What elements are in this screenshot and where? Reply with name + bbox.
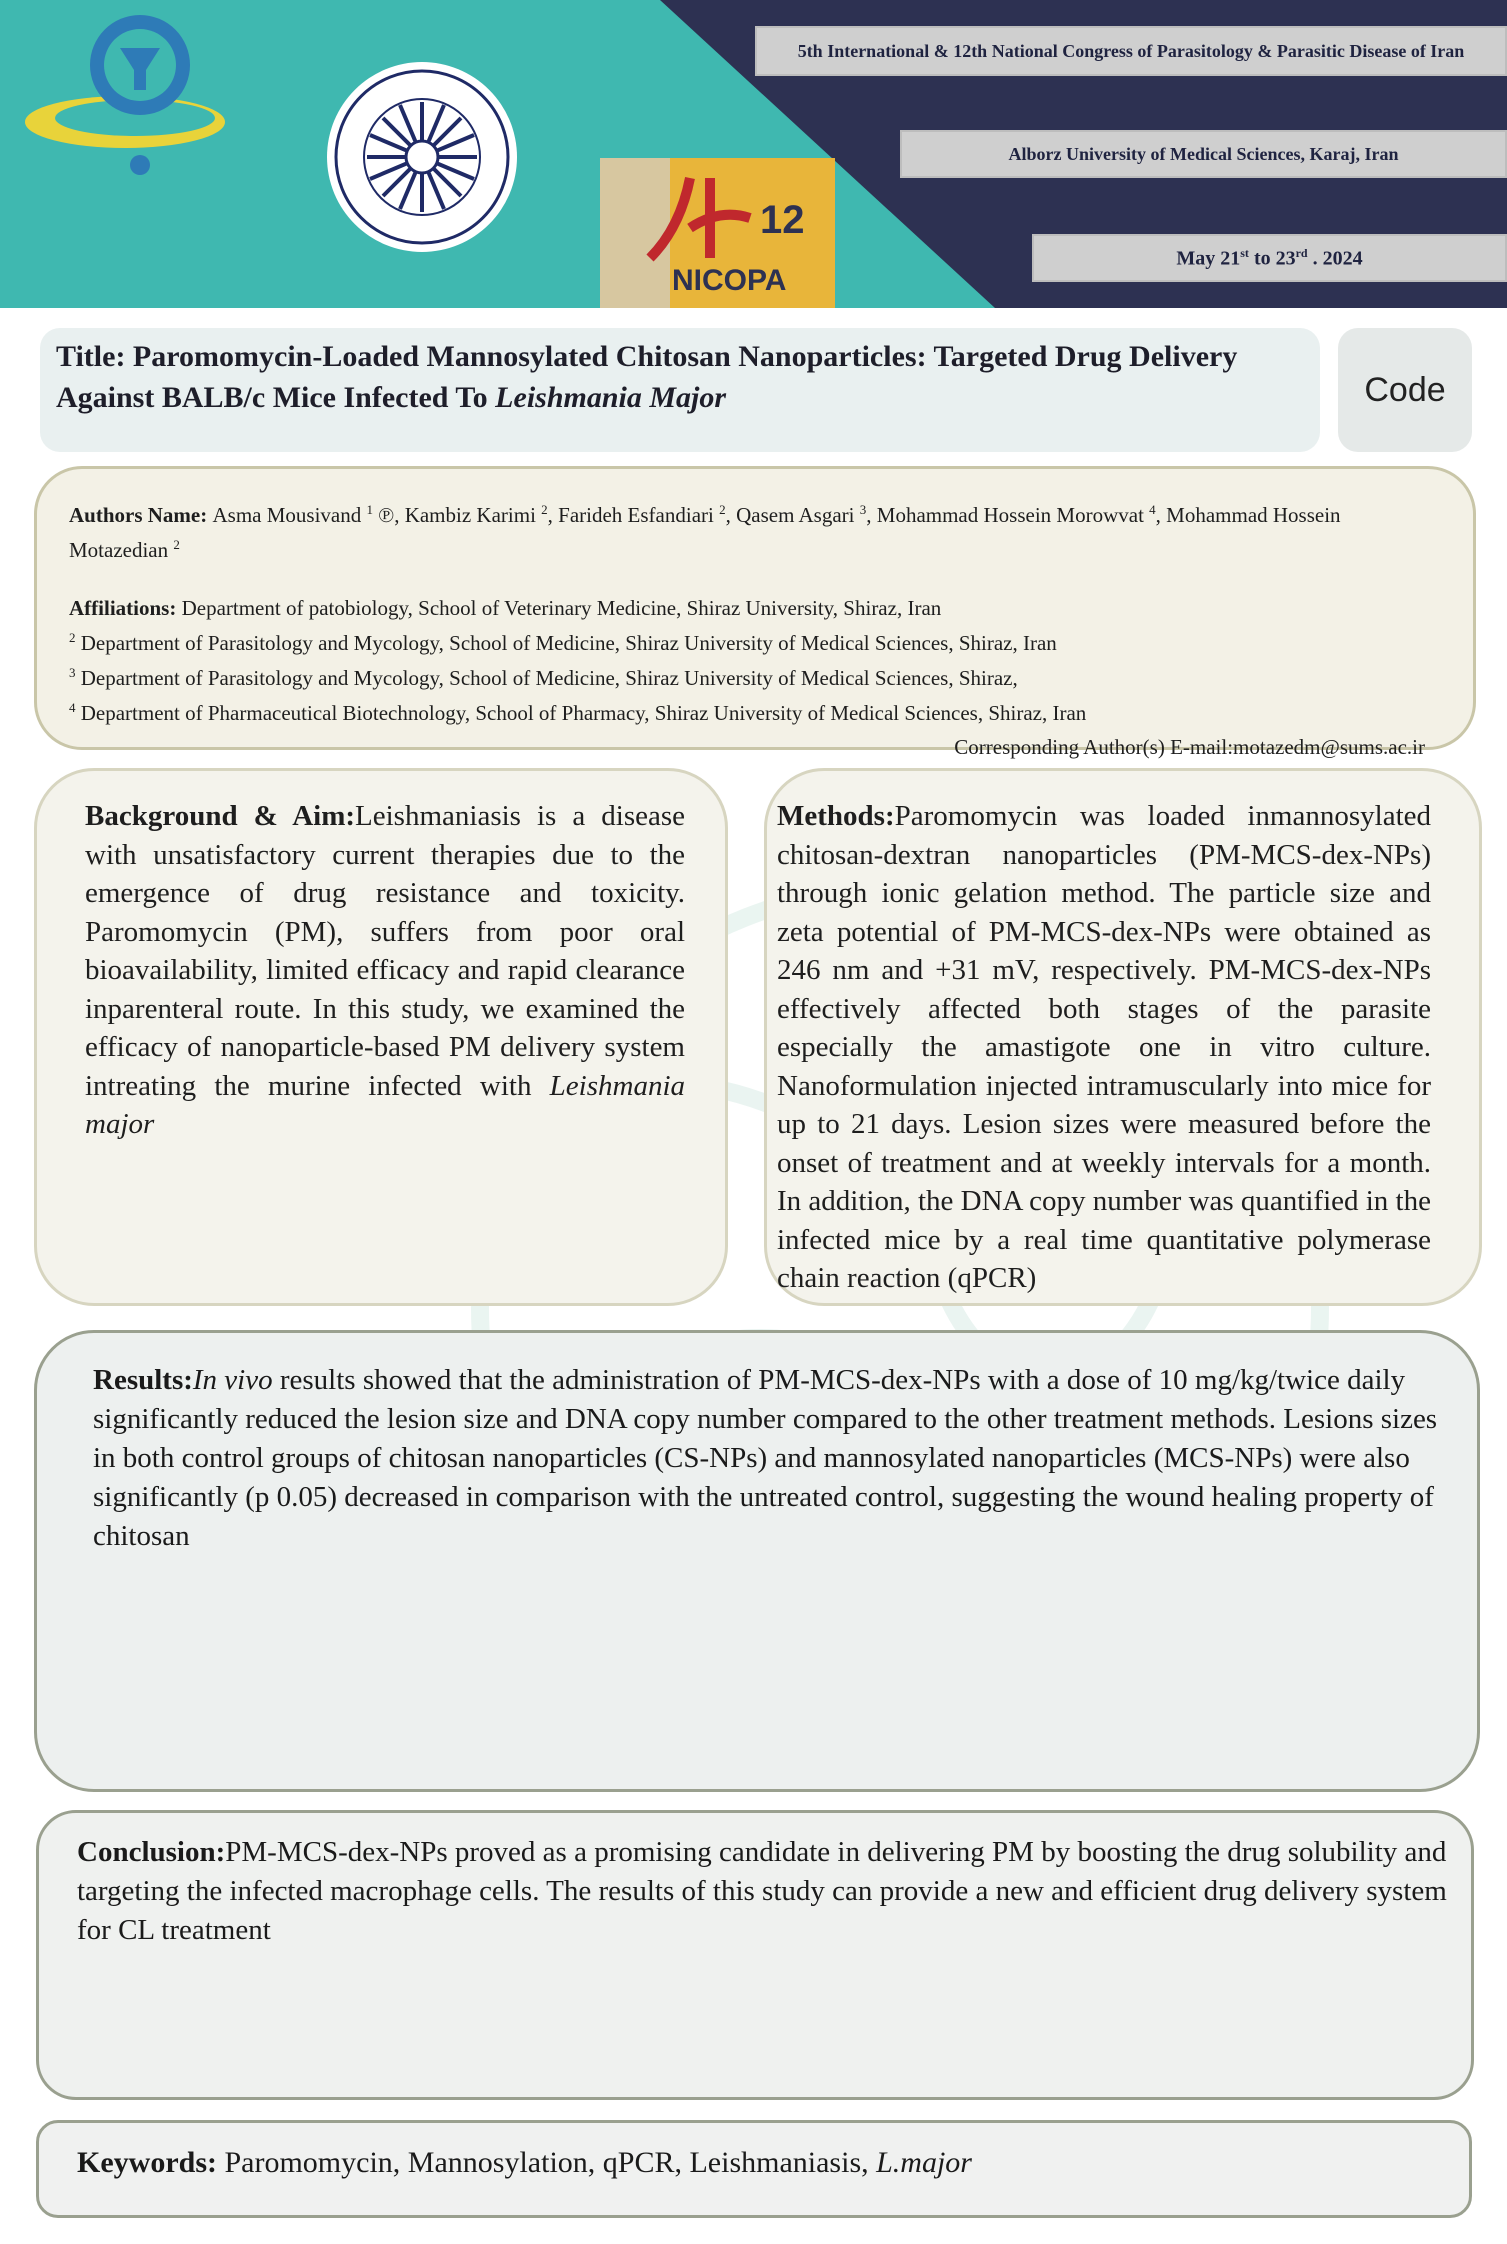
code-box	[1338, 328, 1472, 452]
keywords-text: Keywords: Paromomycin, Mannosylation, qPCR, Leishmaniasis, L.major	[77, 2146, 972, 2179]
results-label: Results:	[93, 1364, 193, 1396]
date-banner	[1032, 234, 1507, 282]
society-seal-icon	[325, 60, 519, 254]
background-label: Background & Aim:	[85, 800, 356, 832]
nicopa-emblem-icon	[640, 168, 760, 268]
methods-box	[764, 768, 1482, 1306]
affiliation-4: $^4$ Department of Pharmaceutical Biotechnology, School of Pharmacy, Shiraz University of Medical Sciences, Shiraz, Iran	[69, 700, 1087, 725]
code-label: Code	[1364, 370, 1446, 409]
methods-text: Methods:Paromomycin was loaded inmannosylated chitosan-dextran nanoparticles (PM-MCS-dex-NPs) through ionic gelation method. The particle size and zeta potential of PM-MCS-dex-NPs were obtained as 246 nm and +31 mV, respectively. PM-MCS-dex-NPs effectively affected both stages of the parasite especially the amastigote one in vitro culture. Nanoformulation injected intramuscularly into mice for up to 21 days. Lesion sizes were measured before the onset of treatment and at weekly intervals for a month. In addition, the DNA copy number was quantified in the infected mice by a real time quantitative polymerase chain reaction (qPCR)	[777, 800, 1431, 1294]
conclusion-text: Conclusion:PM-MCS-dex-NPs proved as a promising candidate in delivering PM by boosting the drug solubility and targeting the infected macrophage cells. The results of this study can provide a new and efficient drug delivery system for CL treatment	[77, 1836, 1447, 1946]
header-banner	[0, 0, 1507, 308]
nicopa-logo	[600, 158, 835, 308]
methods-label: Methods:	[777, 800, 895, 832]
nicopa-text: NICOPA	[672, 264, 787, 297]
authors-list: Authors Name: Asma Mousivand $^1$ ℗, Kambiz Karimi $^2$, Farideh Esfandiari $^2$, Qasem Asgari $^3$, Mohammad Hossein Morowvat $^4$, Mohammad Hossein Motazedian $^2$	[69, 502, 1341, 562]
keywords-box	[36, 2120, 1472, 2218]
conclusion-label: Conclusion:	[77, 1836, 226, 1868]
nicopa-number: 12	[760, 198, 805, 242]
background-box	[34, 768, 728, 1306]
university-banner	[900, 130, 1507, 178]
background-text: Background & Aim:Leishmaniasis is a disease with unsatisfactory current therapies due to the emergence of drug resistance and toxicity. Paromomycin (PM), suffers from poor oral bioavailability, limited efficacy and rapid clearance inparenteral route. In this study, we examined the efficacy of nanoparticle-based PM delivery system intreating the murine infected with Leishmania major	[85, 800, 686, 1140]
affiliation-3: $^3$ Department of Parasitology and Mycology, School of Medicine, Shiraz University of Medical Sciences, Shiraz,	[69, 665, 1018, 690]
corresponding-author: Corresponding Author(s) E-mail:motazedm@sums.ac.ir	[954, 735, 1425, 759]
keywords-label: Keywords:	[77, 2146, 225, 2179]
conclusion-box	[36, 1810, 1474, 2100]
congress-banner	[755, 26, 1507, 76]
results-box	[34, 1330, 1480, 1792]
congress-name: 5th International & 12th National Congress of Parasitology & Parasitic Disease of Iran	[797, 40, 1465, 61]
affiliation-2: $^2$ Department of Parasitology and Mycology, School of Medicine, Shiraz University of Medical Sciences, Shiraz, Iran	[69, 630, 1057, 655]
paper-title: Title: Paromomycin-Loaded Mannosylated Chitosan Nanoparticles: Targeted Drug Delivery Against BALB/c Mice Infected To Leishmania Major	[56, 340, 1238, 414]
congress-date: May 21st to 23rd . 2024	[1176, 245, 1363, 270]
title-box	[40, 328, 1320, 452]
university-name: Alborz University of Medical Sciences, Karaj, Iran	[1008, 143, 1399, 164]
affiliation-1: Affiliations: Department of patobiology, School of Veterinary Medicine, Shiraz University, Shiraz, Iran	[69, 596, 942, 620]
results-text: Results:In vivo results showed that the administration of PM-MCS-dex-NPs with a dose of 10 mg/kg/twice daily significantly reduced the lesion size and DNA copy number compared to the other treatment methods. Lesions sizes in both control groups of chitosan nanoparticles (CS-NPs) and mannosylated nanoparticles (MCS-NPs) were also significantly (p 0.05) decreased in comparison with the untreated control, suggesting the wound healing property of chitosan	[93, 1364, 1438, 1552]
authors-box	[34, 466, 1476, 759]
congress-logo-icon	[20, 10, 230, 180]
